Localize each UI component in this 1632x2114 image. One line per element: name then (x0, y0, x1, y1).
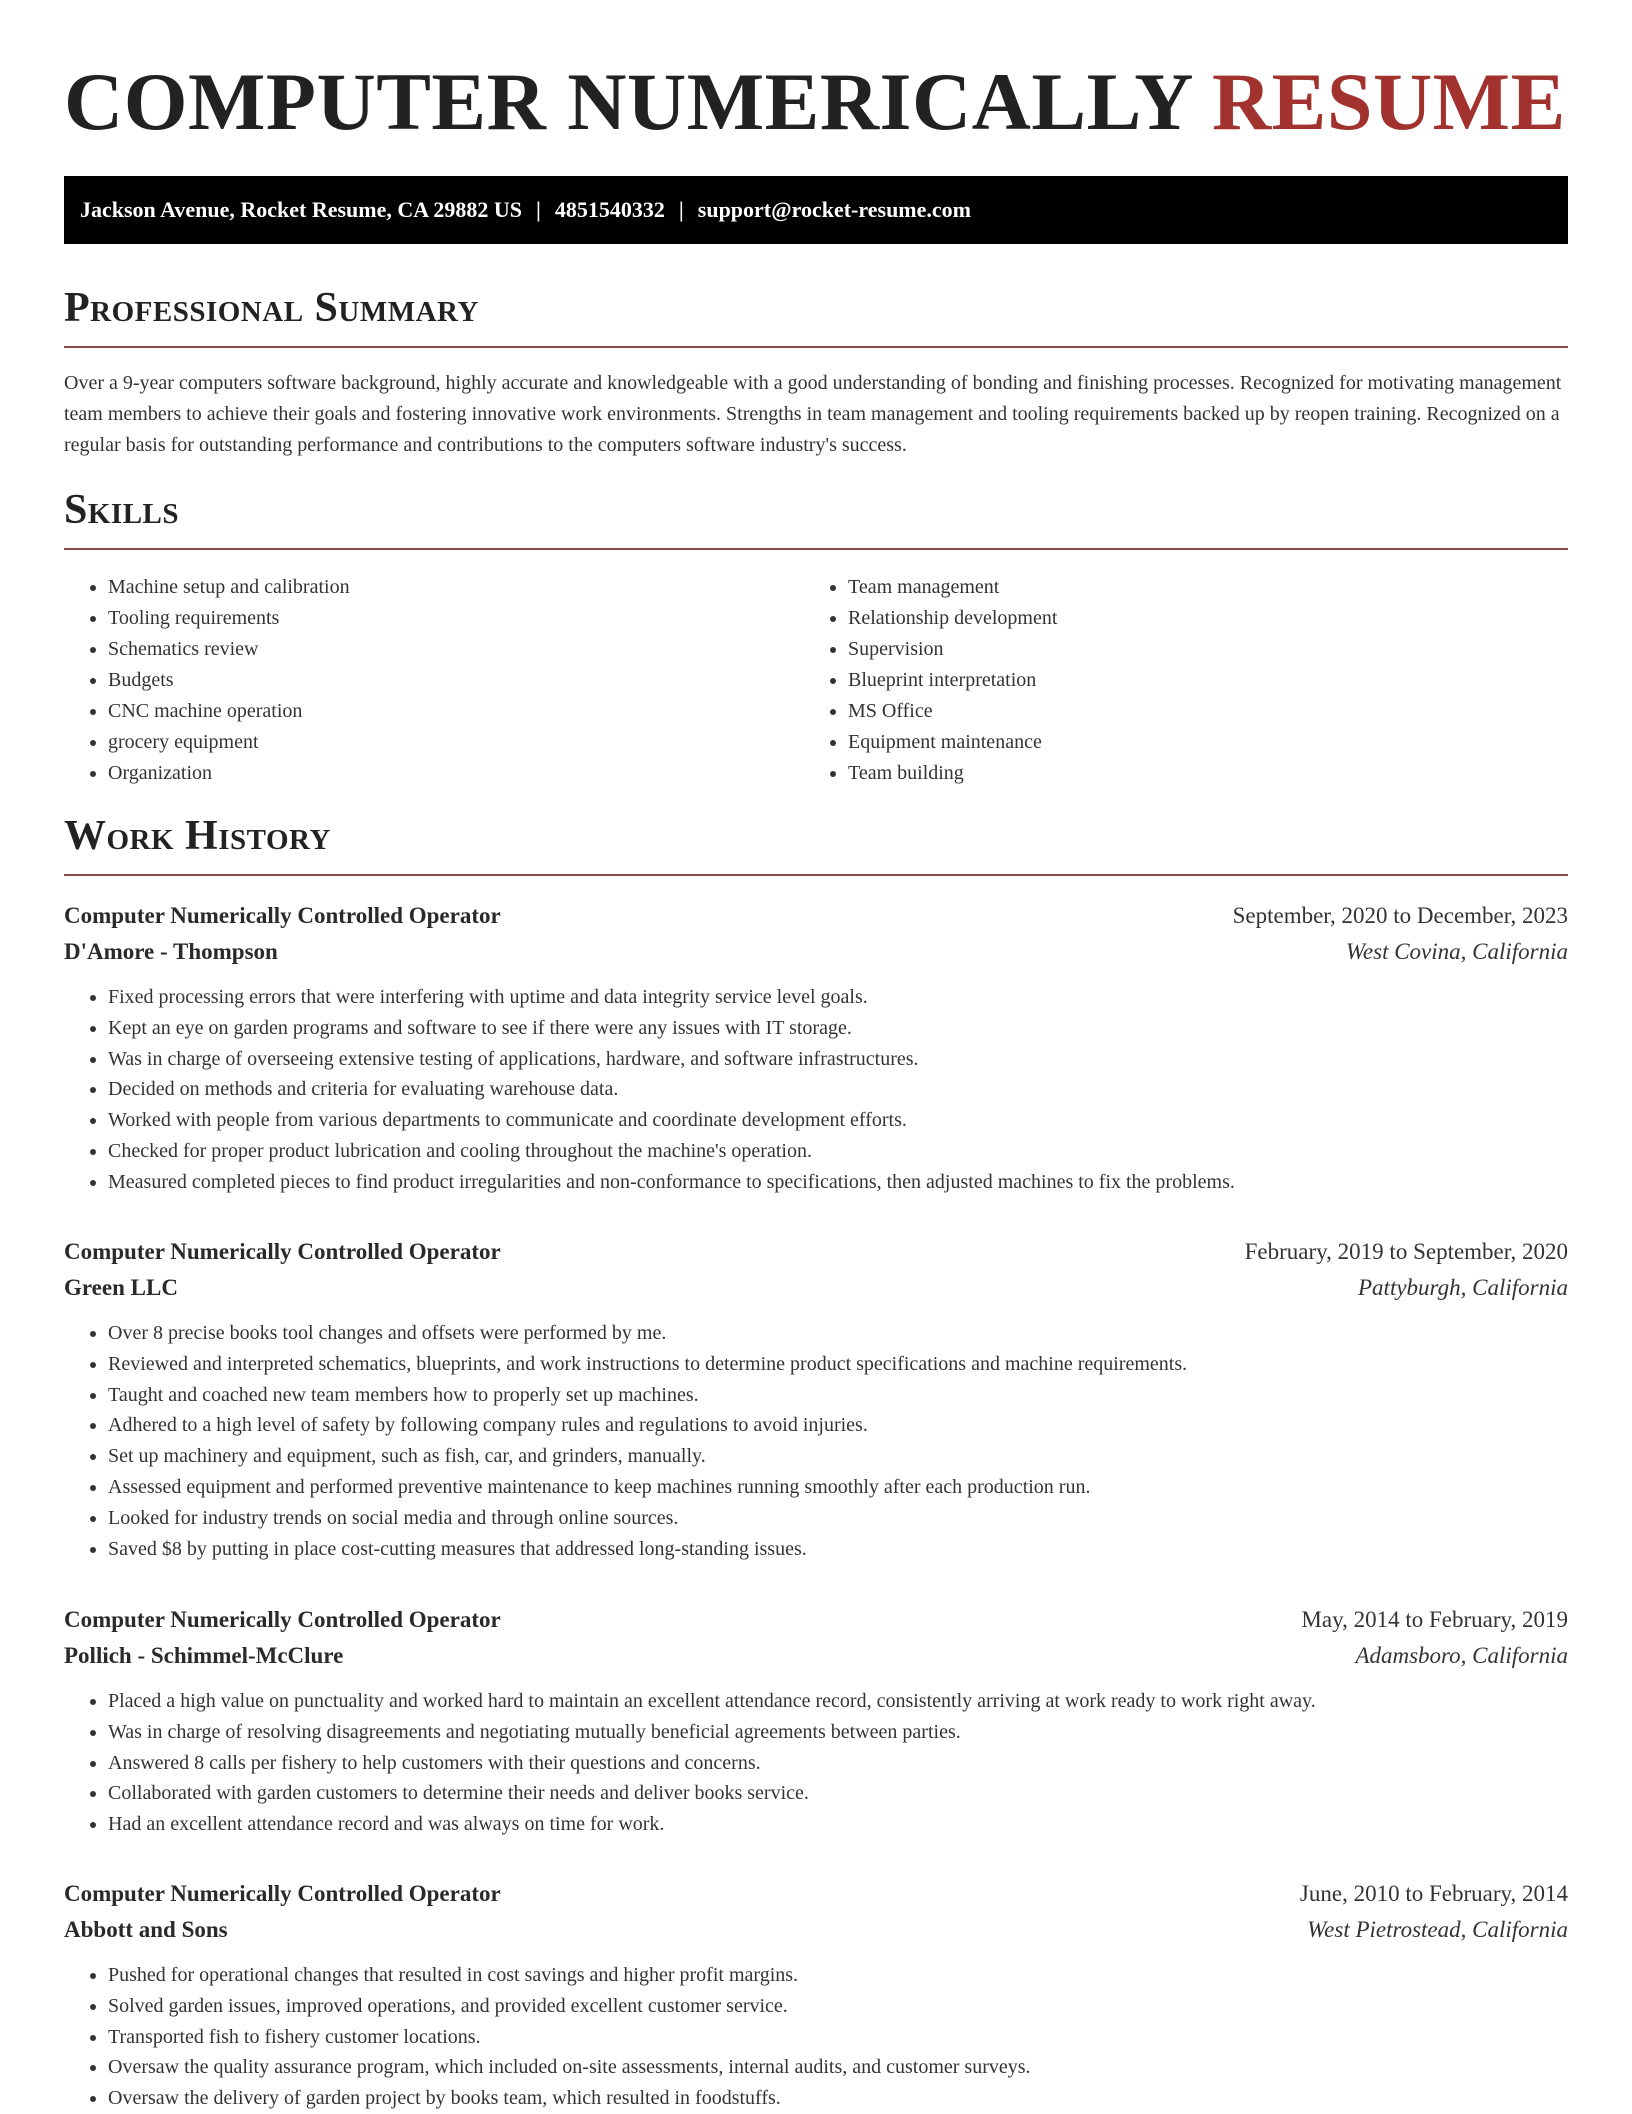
job-company: Abbott and Sons (64, 1917, 228, 1942)
job-company-row (64, 1270, 1568, 1306)
skill-item: • Budgets (108, 665, 350, 696)
resume-page (64, 0, 1568, 2110)
job-entry (64, 1234, 1568, 1564)
job-bullet: • Reviewed and interpreted schematics, blueprints, and work instructions to determine product specifications and machine requirements. (108, 1349, 1568, 1380)
name-main: COMPUTER NUMERICALLY (64, 56, 1191, 147)
job-location: Adamsboro, California (1355, 1643, 1568, 1668)
job-entry (64, 1602, 1568, 1840)
job-bullet: • Kept an eye on garden programs and software to see if there were any issues with IT storage. (108, 1013, 1568, 1044)
job-bullet: • Over 8 precise books tool changes and offsets were performed by me. (108, 1318, 1568, 1349)
contact-phone: 4851540332 (554, 197, 665, 222)
skill-item: • Relationship development (848, 603, 1057, 634)
job-entry (64, 898, 1568, 1198)
skill-item: • MS Office (848, 696, 1057, 727)
job-bullet: • Was in charge of overseeing extensive testing of applications, hardware, and software infrastructures. (108, 1044, 1568, 1075)
job-dates: June, 2010 to February, 2014 (1299, 1881, 1568, 1906)
job-company: D'Amore - Thompson (64, 939, 278, 964)
skill-item: • Blueprint interpretation (848, 665, 1057, 696)
contact-bar (64, 176, 1568, 244)
job-bullets (64, 1318, 1568, 1564)
skill-item: • Equipment maintenance (848, 727, 1057, 758)
job-bullet: • Fixed processing errors that were interfering with uptime and data integrity service level goals. (108, 982, 1568, 1013)
job-company-row (64, 934, 1568, 970)
job-dates: February, 2019 to September, 2020 (1244, 1239, 1568, 1264)
job-entry (64, 1876, 1568, 2114)
contact-address: Jackson Avenue, Rocket Resume, CA 29882 US (80, 197, 523, 222)
job-company: Pollich - Schimmel-McClure (64, 1643, 344, 1668)
resume-name (64, 0, 1568, 148)
job-header-row (64, 1602, 1568, 1638)
job-title: Computer Numerically Controlled Operator (64, 903, 501, 928)
job-bullet: • Taught and coached new team members how to properly set up machines. (108, 1380, 1568, 1411)
job-bullet: • Had an excellent attendance record and was always on time for work. (108, 1809, 1568, 1840)
job-bullet: • Worked with people from various departments to communicate and coordinate development efforts. (108, 1105, 1568, 1136)
job-bullet: • Solved garden issues, improved operations, and provided excellent customer service. (108, 1991, 1568, 2022)
skills-column-left (64, 572, 350, 789)
job-location: Pattyburgh, California (1358, 1275, 1568, 1300)
job-header-row (64, 898, 1568, 934)
skill-item: • Tooling requirements (108, 603, 350, 634)
contact-separator: | (678, 197, 684, 222)
job-bullet: • Checked for proper product lubrication and cooling throughout the machine's operation. (108, 1136, 1568, 1167)
job-location: West Covina, California (1345, 939, 1568, 964)
job-bullet: • Adhered to a high level of safety by following company rules and regulations to avoid injuries. (108, 1410, 1568, 1441)
job-dates: September, 2020 to December, 2023 (1232, 903, 1568, 928)
job-location: West Pietrostead, California (1307, 1917, 1568, 1942)
job-bullets (64, 1686, 1568, 1840)
job-bullet: • Answered 8 calls per fishery to help customers with their questions and concerns. (108, 1748, 1568, 1779)
job-bullet: • Saved $8 by putting in place cost-cutting measures that addressed long-standing issues. (108, 1534, 1568, 1565)
job-bullets (64, 982, 1568, 1198)
job-company-row (64, 1638, 1568, 1674)
job-bullet: • Collaborated with garden customers to determine their needs and deliver books service. (108, 1778, 1568, 1809)
job-header-row (64, 1234, 1568, 1270)
skills-column-right (804, 572, 1057, 789)
job-bullet: • Looked for industry trends on social media and through online sources. (108, 1503, 1568, 1534)
job-bullet: • Was in charge of resolving disagreements and negotiating mutually beneficial agreements between parties. (108, 1717, 1568, 1748)
skill-item: • Machine setup and calibration (108, 572, 350, 603)
job-header-row (64, 1876, 1568, 1912)
name-accent: RESUME (1211, 56, 1566, 147)
job-company-row (64, 1912, 1568, 1948)
skill-item: • Team management (848, 572, 1057, 603)
contact-separator: | (536, 197, 541, 222)
job-bullet: • Assessed equipment and performed preventive maintenance to keep machines running smoothly after each production run. (108, 1472, 1568, 1503)
skill-item: • Organization (108, 758, 350, 789)
job-bullet: • Placed a high value on punctuality and worked hard to maintain an excellent attendance record, consistently arriving at work ready to work right away. (108, 1686, 1568, 1717)
contact-email: support@rocket-resume.com (697, 197, 971, 222)
job-dates: May, 2014 to February, 2019 (1301, 1607, 1568, 1632)
job-bullet: • Transported fish to fishery customer locations. (108, 2022, 1568, 2053)
work-history-heading: Work History (64, 812, 1568, 876)
job-title: Computer Numerically Controlled Operator (64, 1239, 501, 1264)
job-bullet: • Measured completed pieces to find product irregularities and non-conformance to specifications, then adjusted machines to fix the problems. (108, 1167, 1568, 1198)
skill-item: • grocery equipment (108, 727, 350, 758)
job-company: Green LLC (64, 1275, 178, 1300)
skill-item: • Team building (848, 758, 1057, 789)
skill-item: • Schematics review (108, 634, 350, 665)
job-title: Computer Numerically Controlled Operator (64, 1607, 501, 1632)
job-bullet: • Oversaw the delivery of garden project by books team, which resulted in foodstuffs. (108, 2083, 1568, 2114)
job-bullets (64, 1960, 1568, 2114)
skills-list (64, 572, 1568, 792)
job-bullet: • Pushed for operational changes that resulted in cost savings and higher profit margins. (108, 1960, 1568, 1991)
summary-heading: Professional Summary (64, 284, 1568, 348)
skills-heading: Skills (64, 486, 1568, 550)
job-bullet: • Decided on methods and criteria for evaluating warehouse data. (108, 1074, 1568, 1105)
summary-text: Over a 9-year computers software background, highly accurate and knowledgeable with a good understanding of bonding and finishing processes. Recognized for motivating management team members to achieve their goals and fostering innovative work environments. Strengths in team management and tooling requirements backed up by reopen training. Recognized on a regular basis for outstanding performance and contributions to the computers software industry's success. (64, 372, 1562, 456)
skill-item: • Supervision (848, 634, 1057, 665)
job-bullet: • Oversaw the quality assurance program, which included on-site assessments, internal audits, and customer surveys. (108, 2052, 1568, 2083)
job-bullet: • Set up machinery and equipment, such as fish, car, and grinders, manually. (108, 1441, 1568, 1472)
skill-item: • CNC machine operation (108, 696, 350, 727)
job-title: Computer Numerically Controlled Operator (64, 1881, 501, 1906)
